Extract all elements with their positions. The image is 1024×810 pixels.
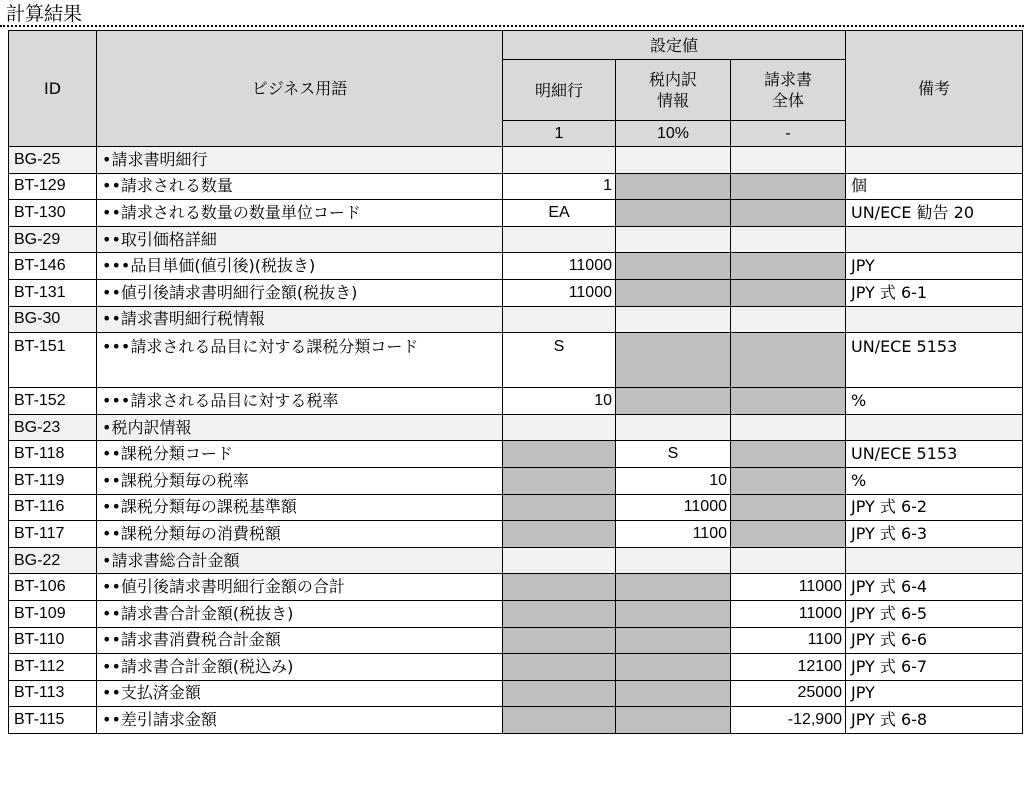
header-invoice-total — [731, 60, 846, 121]
cell-id: BT-151 — [9, 333, 97, 388]
cell-remarks: UN/ECE 勧告 20 — [846, 200, 1023, 227]
cell-invoice-total-value — [731, 279, 846, 306]
cell-line-item-value — [503, 707, 616, 734]
cell-line-item-value — [503, 680, 616, 707]
cell-remarks: JPY 式 6-1 — [846, 279, 1023, 306]
header-sub-tax: 10% — [616, 121, 731, 147]
table-row — [9, 147, 1023, 174]
cell-business-term: ••請求される数量 — [97, 173, 503, 200]
cell-line-item-value: 10 — [503, 388, 616, 415]
cell-business-term: ••差引請求金額 — [97, 707, 503, 734]
header-sub-total: - — [731, 121, 846, 147]
header-tax-breakdown — [616, 60, 731, 121]
title-dotted-rule — [0, 25, 1024, 27]
cell-remarks: JPY 式 6-2 — [846, 494, 1023, 521]
cell-remarks: % — [846, 467, 1023, 494]
table-row — [9, 707, 1023, 734]
table-row — [9, 627, 1023, 654]
cell-remarks — [846, 306, 1023, 333]
cell-tax-breakdown-value — [616, 680, 731, 707]
table-row — [9, 279, 1023, 306]
table-row — [9, 521, 1023, 548]
cell-invoice-total-value: 12100 — [731, 654, 846, 681]
cell-business-term: •••品目単価(値引後)(税抜き) — [97, 253, 503, 280]
header-remarks: 備考 — [846, 31, 1023, 147]
cell-tax-breakdown-value — [616, 707, 731, 734]
cell-tax-breakdown-value: 11000 — [616, 494, 731, 521]
page-title: 計算結果 — [6, 3, 83, 25]
table-row — [9, 253, 1023, 280]
cell-id: BT-116 — [9, 494, 97, 521]
cell-tax-breakdown-value — [616, 253, 731, 280]
header-tax-breakdown-line2: 情報 — [656, 91, 689, 110]
cell-invoice-total-value — [731, 388, 846, 415]
cell-invoice-total-value: 25000 — [731, 680, 846, 707]
cell-line-item-value: EA — [503, 200, 616, 227]
cell-business-term: ••値引後請求書明細行金額の合計 — [97, 574, 503, 601]
cell-id: BT-119 — [9, 467, 97, 494]
cell-tax-breakdown-value — [616, 574, 731, 601]
cell-business-term: •税内訳情報 — [97, 414, 503, 441]
cell-id: BT-113 — [9, 680, 97, 707]
cell-line-item-value — [503, 226, 616, 253]
cell-tax-breakdown-value — [616, 388, 731, 415]
cell-remarks: JPY — [846, 680, 1023, 707]
cell-line-item-value — [503, 306, 616, 333]
table-body — [9, 147, 1023, 734]
cell-tax-breakdown-value — [616, 600, 731, 627]
cell-tax-breakdown-value — [616, 627, 731, 654]
table-row — [9, 680, 1023, 707]
cell-id: BT-112 — [9, 654, 97, 681]
cell-line-item-value: 11000 — [503, 279, 616, 306]
cell-business-term: ••請求書合計金額(税抜き) — [97, 600, 503, 627]
cell-invoice-total-value — [731, 333, 846, 388]
table-row — [9, 173, 1023, 200]
cell-remarks: UN/ECE 5153 — [846, 333, 1023, 388]
cell-tax-breakdown-value — [616, 306, 731, 333]
cell-invoice-total-value — [731, 521, 846, 548]
table-row — [9, 494, 1023, 521]
cell-invoice-total-value — [731, 173, 846, 200]
cell-line-item-value: 11000 — [503, 253, 616, 280]
cell-line-item-value: 1 — [503, 173, 616, 200]
cell-invoice-total-value — [731, 226, 846, 253]
cell-remarks: % — [846, 388, 1023, 415]
cell-remarks: JPY 式 6-6 — [846, 627, 1023, 654]
cell-line-item-value — [503, 627, 616, 654]
table-row — [9, 226, 1023, 253]
cell-business-term: ••請求書合計金額(税込み) — [97, 654, 503, 681]
cell-tax-breakdown-value — [616, 200, 731, 227]
cell-line-item-value — [503, 494, 616, 521]
cell-id: BT-106 — [9, 574, 97, 601]
table-row — [9, 200, 1023, 227]
cell-id: BT-129 — [9, 173, 97, 200]
cell-line-item-value — [503, 600, 616, 627]
cell-line-item-value — [503, 441, 616, 468]
cell-id: BG-22 — [9, 547, 97, 574]
cell-invoice-total-value: 11000 — [731, 600, 846, 627]
table-row — [9, 441, 1023, 468]
table-row — [9, 306, 1023, 333]
cell-remarks — [846, 414, 1023, 441]
cell-tax-breakdown-value — [616, 414, 731, 441]
cell-line-item-value — [503, 574, 616, 601]
cell-remarks — [846, 226, 1023, 253]
cell-tax-breakdown-value — [616, 654, 731, 681]
table-row — [9, 388, 1023, 415]
cell-line-item-value — [503, 654, 616, 681]
table-row — [9, 574, 1023, 601]
cell-business-term: •••請求される品目に対する税率 — [97, 388, 503, 415]
table-row — [9, 547, 1023, 574]
cell-tax-breakdown-value — [616, 226, 731, 253]
cell-id: BT-131 — [9, 279, 97, 306]
cell-business-term: ••請求書明細行税情報 — [97, 306, 503, 333]
cell-invoice-total-value — [731, 441, 846, 468]
cell-invoice-total-value: 11000 — [731, 574, 846, 601]
cell-business-term: •請求書総合計金額 — [97, 547, 503, 574]
header-invoice-total-line2: 全体 — [771, 91, 804, 110]
cell-tax-breakdown-value — [616, 147, 731, 174]
table-row — [9, 467, 1023, 494]
cell-id: BT-115 — [9, 707, 97, 734]
cell-id: BT-110 — [9, 627, 97, 654]
header-id: ID — [9, 31, 97, 147]
cell-line-item-value: S — [503, 333, 616, 388]
cell-invoice-total-value — [731, 200, 846, 227]
cell-remarks: JPY 式 6-3 — [846, 521, 1023, 548]
cell-tax-breakdown-value: 10 — [616, 467, 731, 494]
cell-remarks: 個 — [846, 173, 1023, 200]
cell-id: BT-130 — [9, 200, 97, 227]
cell-remarks: JPY 式 6-5 — [846, 600, 1023, 627]
cell-invoice-total-value — [731, 547, 846, 574]
cell-tax-breakdown-value — [616, 173, 731, 200]
cell-business-term: •••請求される品目に対する課税分類コード — [97, 333, 503, 388]
cell-id: BT-117 — [9, 521, 97, 548]
cell-tax-breakdown-value — [616, 547, 731, 574]
cell-business-term: ••課税分類毎の税率 — [97, 467, 503, 494]
header-sub-line: 1 — [503, 121, 616, 147]
cell-business-term: ••取引価格詳細 — [97, 226, 503, 253]
cell-remarks: JPY 式 6-8 — [846, 707, 1023, 734]
cell-business-term: ••支払済金額 — [97, 680, 503, 707]
cell-invoice-total-value — [731, 494, 846, 521]
cell-business-term: ••課税分類コード — [97, 441, 503, 468]
cell-id: BG-25 — [9, 147, 97, 174]
cell-id: BG-30 — [9, 306, 97, 333]
cell-invoice-total-value — [731, 414, 846, 441]
table-row — [9, 414, 1023, 441]
cell-line-item-value — [503, 414, 616, 441]
cell-invoice-total-value: 1100 — [731, 627, 846, 654]
cell-id: BT-152 — [9, 388, 97, 415]
table-row — [9, 600, 1023, 627]
cell-invoice-total-value — [731, 467, 846, 494]
cell-id: BG-29 — [9, 226, 97, 253]
cell-id: BG-23 — [9, 414, 97, 441]
cell-line-item-value — [503, 147, 616, 174]
table-row — [9, 333, 1023, 388]
header-line-item: 明細行 — [503, 60, 616, 121]
cell-id: BT-118 — [9, 441, 97, 468]
cell-business-term: ••課税分類毎の消費税額 — [97, 521, 503, 548]
cell-remarks: JPY — [846, 253, 1023, 280]
cell-business-term: ••値引後請求書明細行金額(税抜き) — [97, 279, 503, 306]
cell-line-item-value — [503, 547, 616, 574]
cell-tax-breakdown-value — [616, 333, 731, 388]
cell-tax-breakdown-value: S — [616, 441, 731, 468]
cell-remarks: JPY 式 6-7 — [846, 654, 1023, 681]
cell-business-term: ••請求書消費税合計金額 — [97, 627, 503, 654]
header-business-term: ビジネス用語 — [97, 31, 503, 147]
cell-invoice-total-value: -12,900 — [731, 707, 846, 734]
cell-invoice-total-value — [731, 306, 846, 333]
cell-invoice-total-value — [731, 147, 846, 174]
cell-business-term: •請求書明細行 — [97, 147, 503, 174]
table-row — [9, 654, 1023, 681]
cell-id: BT-109 — [9, 600, 97, 627]
header-invoice-total-line1: 請求書 — [763, 70, 812, 89]
cell-invoice-total-value — [731, 253, 846, 280]
header-settings: 設定値 — [503, 31, 846, 60]
cell-remarks — [846, 547, 1023, 574]
cell-business-term: ••課税分類毎の課税基準額 — [97, 494, 503, 521]
calculation-result-table — [8, 30, 1023, 734]
cell-id: BT-146 — [9, 253, 97, 280]
cell-remarks: JPY 式 6-4 — [846, 574, 1023, 601]
cell-remarks: UN/ECE 5153 — [846, 441, 1023, 468]
header-tax-breakdown-line1: 税内訳 — [648, 70, 697, 89]
cell-business-term: ••請求される数量の数量単位コード — [97, 200, 503, 227]
cell-remarks — [846, 147, 1023, 174]
cell-tax-breakdown-value: 1100 — [616, 521, 731, 548]
cell-line-item-value — [503, 467, 616, 494]
cell-tax-breakdown-value — [616, 279, 731, 306]
cell-line-item-value — [503, 521, 616, 548]
